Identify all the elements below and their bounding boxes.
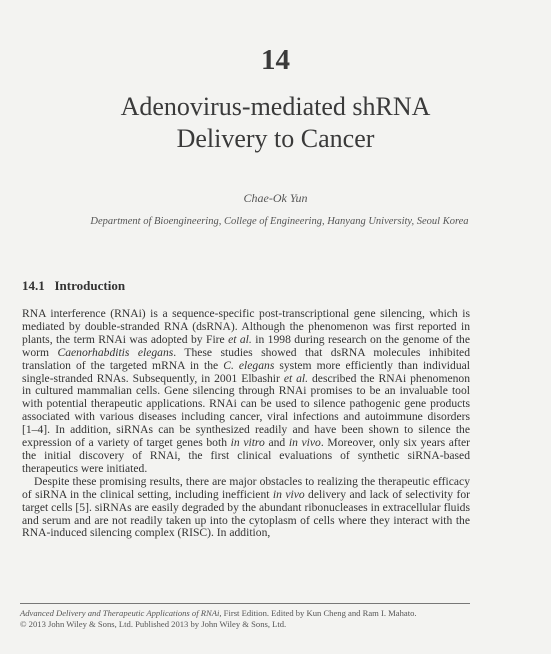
text-run: delivery and lack of selectivity for target cells [5]. siRNAs are easily degraded by the abundant ribonucleases in extracellular fluids and serum and are not readily taken up into the cytoplasm of cells where they interact with the RNA-induced silencing complex (RISC). In addition, xyxy=(22,487,470,540)
text-run: and xyxy=(264,436,289,450)
footer-copyright xyxy=(20,608,470,630)
section-heading xyxy=(22,278,125,294)
author-name: Chae-Ok Yun xyxy=(243,191,308,205)
text-run: RNA interference (RNAi) is a sequence-specific post-transcriptional gene silencing, which is mediated by double-stranded RNA (dsRNA). Although the phenomenon was first reported in plants, the term RNAi was adopted by Fire xyxy=(22,307,470,346)
section-title: Introduction xyxy=(54,278,126,293)
text-run-italic: in vivo xyxy=(272,487,305,501)
section-number: 14.1 xyxy=(22,278,45,293)
text-run-italic: in vitro xyxy=(230,436,265,450)
text-run-italic: et al. xyxy=(228,332,252,346)
text-run-italic: Caenorhabditis elegans xyxy=(57,345,174,359)
text-run: in 1998 during research on the genome of the worm xyxy=(22,332,470,359)
text-run: Despite these promising results, there are major obstacles to realizing the therapeutic efficacy of siRNA in the clinical setting, including inefficient xyxy=(22,474,470,501)
paragraph-1 xyxy=(22,308,470,476)
author-affiliation: Department of Bioengineering, College of Engineering, Hanyang University, Seoul Korea xyxy=(90,216,469,227)
body-text xyxy=(22,308,470,540)
text-run: described the RNAi phenomenon in cultured mammalian cells. Gene silencing through RNAi promises to be an invaluable tool with potential therapeutic applications. RNAi can be used to silence pathogenic gene products associated with various diseases including cancer, viral infections and autoimmune disorders [1–4]. In addition, siRNAs can be synthesized readily and have been shown to silence the expression of a variety of target genes both xyxy=(22,371,470,450)
footer-line-1 xyxy=(20,608,470,619)
book-title: Advanced Delivery and Therapeutic Applications of RNAi xyxy=(20,608,220,618)
paragraph-2 xyxy=(22,476,470,541)
text-run-italic: in vivo xyxy=(288,436,321,450)
chapter-title xyxy=(0,91,551,155)
edition-text: , First Edition. Edited by Kun Cheng and Ram I. Mahato. xyxy=(219,608,417,618)
text-run: . These studies showed that dsRNA molecules inhibited translation of the targeted mRNA in the xyxy=(22,345,470,372)
footer-line-2: © 2013 John Wiley & Sons, Ltd. Published 2013 by John Wiley & Sons, Ltd. xyxy=(20,619,287,629)
text-run-italic: et al. xyxy=(283,371,309,385)
chapter-title-line-1: Adenovirus-mediated shRNA xyxy=(120,92,431,121)
footer-divider xyxy=(20,603,470,604)
text-run-italic: C. elegans xyxy=(223,358,275,372)
text-run: system more efficiently than individual single-stranded RNAs. Subsequently, in 2001 Elbashir xyxy=(22,358,470,385)
chapter-title-line-2: Delivery to Cancer xyxy=(176,124,375,153)
text-run: . Moreover, only six years after the initial discovery of RNAi, the first clinical evaluations of synthetic siRNA-based therapeutics were initiated. xyxy=(22,436,470,475)
chapter-number: 14 xyxy=(261,44,290,76)
